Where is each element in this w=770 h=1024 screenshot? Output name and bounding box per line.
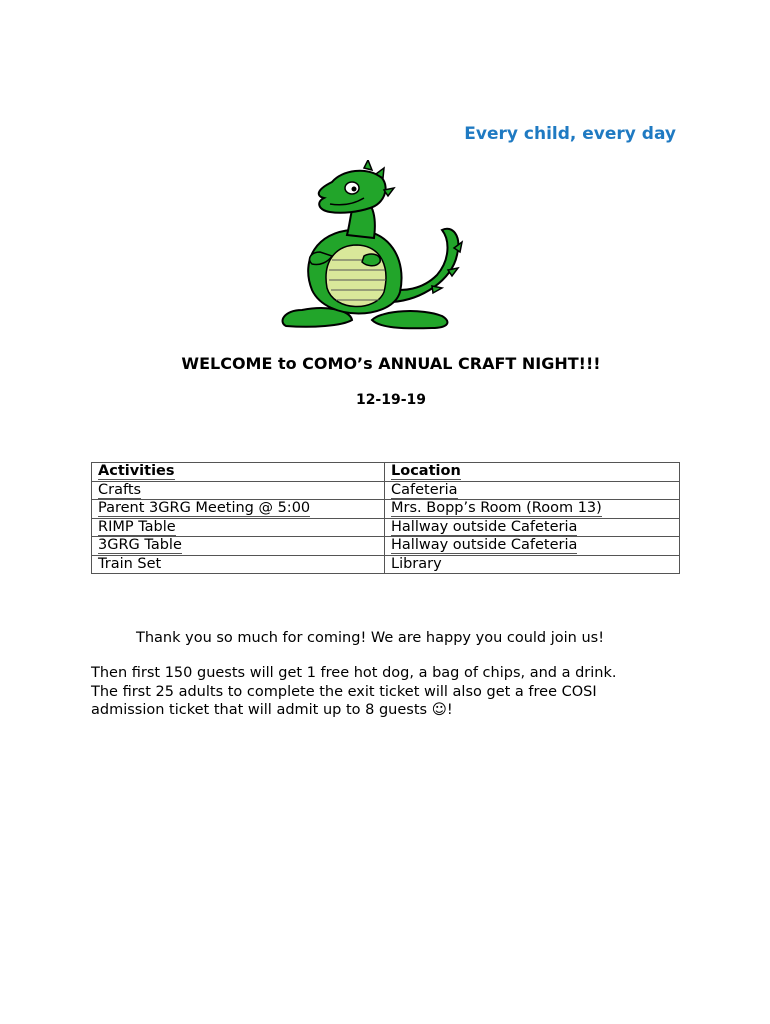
activity-cell: Crafts — [92, 481, 385, 500]
table-row — [92, 518, 680, 537]
details-line: Then first 150 guests will get 1 free hot dog, a bag of chips, and a drink. — [91, 665, 617, 681]
page-title: WELCOME to COMO’s ANNUAL CRAFT NIGHT!!! — [181, 354, 601, 373]
column-header-activities: Activities — [92, 463, 385, 482]
location-cell: Hallway outside Cafeteria — [385, 537, 680, 556]
table-row — [92, 500, 680, 519]
details-line: The first 25 adults to complete the exit ticket will also get a free COSI — [91, 683, 597, 700]
table-row — [92, 537, 680, 556]
column-header-location: Location — [385, 463, 680, 482]
details-paragraph — [91, 664, 691, 720]
location-cell: Library — [385, 555, 680, 574]
table-header-row — [92, 463, 680, 482]
table-row — [92, 555, 680, 574]
activity-cell: Parent 3GRG Meeting @ 5:00 — [92, 500, 385, 519]
tagline: Every child, every day — [464, 124, 676, 144]
activity-cell: RIMP Table — [92, 518, 385, 537]
details-line: admission ticket that will admit up to 8 guests ☺! — [91, 702, 453, 718]
activities-table — [91, 462, 680, 574]
location-cell: Mrs. Bopp’s Room (Room 13) — [385, 500, 680, 519]
dragon-mascot-icon — [272, 160, 472, 332]
location-cell: Cafeteria — [385, 481, 680, 500]
location-cell: Hallway outside Cafeteria — [385, 518, 680, 537]
table-row — [92, 481, 680, 500]
thank-you-message: Thank you so much for coming! We are happy you could join us! — [136, 630, 605, 646]
activity-cell: 3GRG Table — [92, 537, 385, 556]
activity-cell: Train Set — [92, 555, 385, 574]
event-date: 12-19-19 — [355, 392, 427, 408]
